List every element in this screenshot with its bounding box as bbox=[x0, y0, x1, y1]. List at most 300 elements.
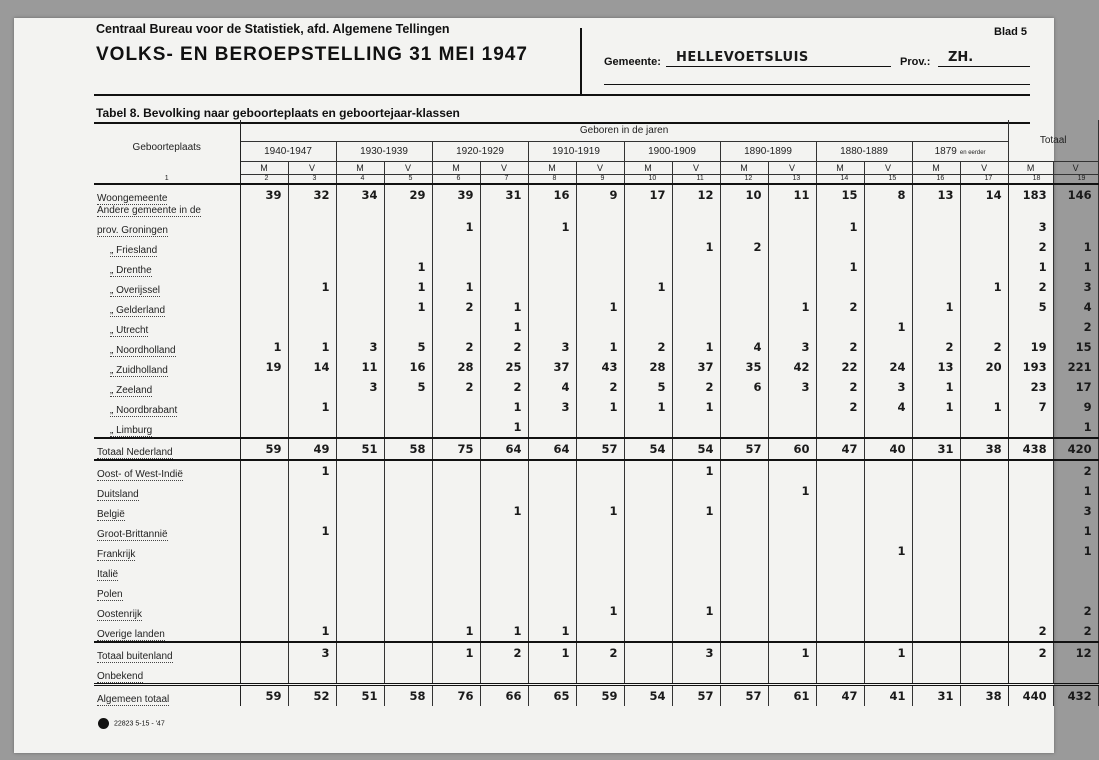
male-header: M bbox=[528, 161, 576, 174]
table-cell: 1 bbox=[288, 460, 336, 481]
period-row bbox=[94, 141, 1098, 161]
table-cell bbox=[864, 581, 912, 601]
table-cell bbox=[288, 501, 336, 521]
female-header: V bbox=[864, 161, 912, 174]
province-underline bbox=[938, 66, 1030, 67]
table-cell bbox=[528, 417, 576, 438]
table-cell: 15 bbox=[1053, 337, 1098, 357]
table-cell: 3 bbox=[336, 377, 384, 397]
table-cell bbox=[672, 417, 720, 438]
table-cell bbox=[912, 237, 960, 257]
table-cell: 1 bbox=[1053, 541, 1098, 561]
table-cell bbox=[576, 561, 624, 581]
table-cell bbox=[816, 205, 864, 217]
row-label: Algemeen totaal bbox=[97, 694, 170, 705]
table-cell bbox=[576, 541, 624, 561]
table-cell: 1 bbox=[480, 317, 528, 337]
table-cell bbox=[768, 621, 816, 642]
female-header: V bbox=[960, 161, 1008, 174]
table-cell: 1 bbox=[1053, 417, 1098, 438]
table-cell: 1 bbox=[1053, 521, 1098, 541]
table-cell bbox=[1008, 581, 1053, 601]
table-cell: 41 bbox=[864, 685, 912, 707]
table-cell: 2 bbox=[624, 337, 672, 357]
table-cell bbox=[768, 581, 816, 601]
row-label: „ Overijssel bbox=[110, 285, 161, 296]
table-cell: 1 bbox=[816, 257, 864, 277]
table-cell bbox=[912, 460, 960, 481]
table-cell: 42 bbox=[768, 357, 816, 377]
table-cell bbox=[624, 297, 672, 317]
table-cell: 2 bbox=[1053, 601, 1098, 621]
female-header: V bbox=[384, 161, 432, 174]
row-label-cell bbox=[94, 541, 240, 561]
female-header: V bbox=[1053, 161, 1098, 174]
table-cell: 1 bbox=[240, 337, 288, 357]
table-cell: 1 bbox=[960, 277, 1008, 297]
table-cell bbox=[816, 460, 864, 481]
table-cell bbox=[288, 417, 336, 438]
header-row-group bbox=[94, 120, 1098, 141]
table-cell: 10 bbox=[720, 184, 768, 205]
table-cell bbox=[432, 541, 480, 561]
row-label-cell bbox=[94, 501, 240, 521]
table-cell bbox=[960, 663, 1008, 685]
table-cell bbox=[336, 397, 384, 417]
table-cell bbox=[720, 601, 768, 621]
table-cell: 4 bbox=[720, 337, 768, 357]
table-cell bbox=[240, 642, 288, 663]
row-label-cell bbox=[94, 317, 240, 337]
table-cell bbox=[720, 417, 768, 438]
table-cell bbox=[528, 541, 576, 561]
form-title: VOLKS- EN BEROEPSTELLING 31 MEI 1947 bbox=[96, 44, 528, 65]
table-cell bbox=[768, 501, 816, 521]
table-cell: 3 bbox=[1008, 217, 1053, 237]
table-cell bbox=[672, 205, 720, 217]
table-cell: 1 bbox=[384, 297, 432, 317]
row-label: „ Zeeland bbox=[110, 385, 153, 396]
table-cell bbox=[336, 521, 384, 541]
table-cell bbox=[384, 621, 432, 642]
table-cell bbox=[960, 377, 1008, 397]
table-cell bbox=[432, 460, 480, 481]
period-label: 1930-1939 bbox=[360, 145, 408, 157]
table-cell bbox=[960, 205, 1008, 217]
table-cell: 60 bbox=[768, 438, 816, 460]
table-cell bbox=[480, 460, 528, 481]
table-cell bbox=[576, 217, 624, 237]
male-header: M bbox=[336, 161, 384, 174]
table-cell bbox=[336, 460, 384, 481]
female-header: V bbox=[768, 161, 816, 174]
table-cell bbox=[960, 501, 1008, 521]
row-label: „ Zuidholland bbox=[110, 365, 168, 376]
table-row bbox=[94, 184, 1098, 205]
table-cell: 1 bbox=[960, 397, 1008, 417]
row-label: „ Noordholland bbox=[110, 345, 176, 356]
table-cell bbox=[816, 601, 864, 621]
table-cell: 1 bbox=[768, 297, 816, 317]
table-cell bbox=[624, 561, 672, 581]
table-row bbox=[94, 277, 1098, 297]
row-label-cell bbox=[94, 561, 240, 581]
table-cell bbox=[720, 397, 768, 417]
table-cell bbox=[528, 663, 576, 685]
table-cell: 54 bbox=[624, 685, 672, 707]
table-cell bbox=[816, 561, 864, 581]
row-label: Oostenrijk bbox=[97, 609, 143, 620]
table-cell: 16 bbox=[384, 357, 432, 377]
table-cell bbox=[384, 663, 432, 685]
table-cell: 2 bbox=[816, 397, 864, 417]
row-label-cell bbox=[94, 277, 240, 297]
table-cell bbox=[624, 663, 672, 685]
table-cell bbox=[624, 642, 672, 663]
table-cell: 9 bbox=[1053, 397, 1098, 417]
table-cell: 2 bbox=[432, 297, 480, 317]
table-cell: 32 bbox=[288, 184, 336, 205]
table-cell bbox=[624, 521, 672, 541]
table-cell: 47 bbox=[816, 685, 864, 707]
table-cell bbox=[864, 521, 912, 541]
table-cell: 8 bbox=[864, 184, 912, 205]
table-cell: 17 bbox=[1053, 377, 1098, 397]
table-cell: 43 bbox=[576, 357, 624, 377]
table-cell: 1 bbox=[432, 621, 480, 642]
table-cell bbox=[480, 217, 528, 237]
table-cell bbox=[240, 377, 288, 397]
table-cell bbox=[480, 541, 528, 561]
table-cell: 146 bbox=[1053, 184, 1098, 205]
male-header: M bbox=[1008, 161, 1053, 174]
table-cell bbox=[624, 317, 672, 337]
table-cell: 2 bbox=[432, 377, 480, 397]
table-cell bbox=[960, 521, 1008, 541]
table-cell bbox=[816, 621, 864, 642]
population-table bbox=[94, 120, 1099, 706]
table-cell bbox=[768, 277, 816, 297]
table-cell bbox=[816, 581, 864, 601]
table-cell: 66 bbox=[480, 685, 528, 707]
gemeente-label: Gemeente: bbox=[604, 56, 661, 68]
row-label-cell bbox=[94, 237, 240, 257]
table-cell: 2 bbox=[1008, 621, 1053, 642]
table-cell bbox=[1008, 663, 1053, 685]
table-cell bbox=[768, 663, 816, 685]
table-cell bbox=[672, 481, 720, 501]
table-cell: 5 bbox=[384, 377, 432, 397]
table-cell: 7 bbox=[1008, 397, 1053, 417]
table-cell: 1 bbox=[864, 642, 912, 663]
period-label: 1900-1909 bbox=[648, 145, 696, 157]
table-cell: 1 bbox=[288, 277, 336, 297]
table-cell bbox=[960, 297, 1008, 317]
table-cell: 9 bbox=[576, 184, 624, 205]
table-cell bbox=[624, 257, 672, 277]
table-cell: 1 bbox=[480, 397, 528, 417]
table-cell bbox=[960, 642, 1008, 663]
table-cell: 1 bbox=[480, 297, 528, 317]
table-cell bbox=[384, 481, 432, 501]
table-cell: 19 bbox=[1008, 337, 1053, 357]
table-cell bbox=[912, 621, 960, 642]
table-cell: 24 bbox=[864, 357, 912, 377]
table-cell bbox=[384, 642, 432, 663]
table-cell bbox=[720, 541, 768, 561]
table-cell bbox=[384, 460, 432, 481]
table-cell: 38 bbox=[960, 438, 1008, 460]
table-cell: 1 bbox=[672, 237, 720, 257]
table-cell bbox=[480, 257, 528, 277]
table-cell bbox=[624, 205, 672, 217]
table-cell bbox=[720, 561, 768, 581]
table-cell: 34 bbox=[336, 184, 384, 205]
table-cell bbox=[912, 521, 960, 541]
table-cell bbox=[624, 417, 672, 438]
table-cell: 2 bbox=[1053, 317, 1098, 337]
table-cell: 51 bbox=[336, 685, 384, 707]
table-cell bbox=[816, 642, 864, 663]
table-cell bbox=[288, 581, 336, 601]
table-row bbox=[94, 685, 1098, 707]
table-cell bbox=[624, 481, 672, 501]
table-cell: 52 bbox=[288, 685, 336, 707]
table-cell bbox=[816, 237, 864, 257]
table-cell: 4 bbox=[528, 377, 576, 397]
table-cell bbox=[288, 317, 336, 337]
table-row bbox=[94, 438, 1098, 460]
table-cell bbox=[240, 237, 288, 257]
table-cell bbox=[576, 257, 624, 277]
table-cell: 1 bbox=[576, 397, 624, 417]
table-row bbox=[94, 317, 1098, 337]
table-cell bbox=[240, 581, 288, 601]
table-cell bbox=[432, 601, 480, 621]
table-cell bbox=[240, 663, 288, 685]
table-row bbox=[94, 205, 1098, 217]
table-cell bbox=[240, 521, 288, 541]
table-cell bbox=[960, 460, 1008, 481]
table-cell bbox=[816, 541, 864, 561]
table-cell bbox=[1053, 581, 1098, 601]
row-label: Totaal buitenland bbox=[97, 651, 173, 662]
table-cell bbox=[624, 501, 672, 521]
table-cell bbox=[1008, 541, 1053, 561]
province-label: Prov.: bbox=[900, 56, 931, 68]
row-label-cell bbox=[94, 377, 240, 397]
table-cell: 1 bbox=[768, 481, 816, 501]
table-row bbox=[94, 257, 1098, 277]
table-cell bbox=[864, 257, 912, 277]
column-number: 5 bbox=[384, 174, 432, 184]
table-cell: 1 bbox=[480, 621, 528, 642]
table-cell bbox=[384, 205, 432, 217]
row-label-cell bbox=[94, 417, 240, 438]
table-cell bbox=[288, 561, 336, 581]
table-cell bbox=[288, 205, 336, 217]
header-rule bbox=[94, 94, 1030, 96]
row-label: Groot-Brittannië bbox=[97, 529, 168, 540]
table-cell bbox=[720, 460, 768, 481]
table-cell bbox=[624, 541, 672, 561]
row-label-cell bbox=[94, 205, 240, 217]
column-number: 9 bbox=[576, 174, 624, 184]
table-cell: 2 bbox=[816, 337, 864, 357]
row-label: „ Utrecht bbox=[110, 325, 149, 336]
table-cell bbox=[480, 561, 528, 581]
table-cell: 2 bbox=[1053, 621, 1098, 642]
table-cell bbox=[768, 561, 816, 581]
table-cell bbox=[240, 481, 288, 501]
table-cell bbox=[384, 601, 432, 621]
row-label-cell bbox=[94, 460, 240, 481]
table-cell bbox=[912, 663, 960, 685]
table-cell bbox=[912, 217, 960, 237]
table-cell: 40 bbox=[864, 438, 912, 460]
table-cell: 1 bbox=[1053, 257, 1098, 277]
row-label: Frankrijk bbox=[97, 549, 136, 560]
table-cell bbox=[624, 601, 672, 621]
table-cell: 38 bbox=[960, 685, 1008, 707]
table-cell bbox=[672, 621, 720, 642]
table-cell bbox=[960, 481, 1008, 501]
table-cell bbox=[576, 277, 624, 297]
table-cell: 25 bbox=[480, 357, 528, 377]
table-cell bbox=[384, 581, 432, 601]
row-label: „ Noordbrabant bbox=[110, 405, 178, 416]
table-cell: 1 bbox=[672, 501, 720, 521]
table-cell bbox=[864, 337, 912, 357]
table-cell bbox=[528, 521, 576, 541]
table-cell: 221 bbox=[1053, 357, 1098, 377]
row-label-cell bbox=[94, 642, 240, 663]
table-cell: 1 bbox=[1008, 257, 1053, 277]
table-cell bbox=[720, 297, 768, 317]
table-cell: 1 bbox=[288, 337, 336, 357]
table-cell: 58 bbox=[384, 685, 432, 707]
table-cell bbox=[288, 601, 336, 621]
row-label-cell bbox=[94, 621, 240, 642]
table-cell bbox=[912, 417, 960, 438]
table-cell bbox=[576, 317, 624, 337]
table-cell: 23 bbox=[1008, 377, 1053, 397]
table-cell: 1 bbox=[672, 337, 720, 357]
table-cell bbox=[288, 481, 336, 501]
period-label: 1879 bbox=[934, 145, 957, 157]
table-cell bbox=[288, 377, 336, 397]
table-row bbox=[94, 581, 1098, 601]
table-cell bbox=[720, 642, 768, 663]
table-cell bbox=[336, 417, 384, 438]
table-cell: 2 bbox=[480, 377, 528, 397]
table-cell: 2 bbox=[816, 377, 864, 397]
extra-line bbox=[604, 84, 1030, 85]
print-code-text: 22823 5-15 - '47 bbox=[113, 720, 165, 728]
table-cell bbox=[528, 601, 576, 621]
table-cell: 1 bbox=[432, 642, 480, 663]
table-cell bbox=[960, 317, 1008, 337]
table-cell bbox=[912, 581, 960, 601]
row-label: Italië bbox=[97, 569, 119, 580]
table-row bbox=[94, 297, 1098, 317]
male-header: M bbox=[624, 161, 672, 174]
table-cell bbox=[528, 581, 576, 601]
table-cell bbox=[288, 541, 336, 561]
table-cell: 14 bbox=[288, 357, 336, 377]
table-cell bbox=[432, 521, 480, 541]
table-cell: 2 bbox=[1053, 460, 1098, 481]
table-cell bbox=[240, 561, 288, 581]
table-cell bbox=[240, 417, 288, 438]
geboren-header: Geboren in de jaren bbox=[240, 120, 1008, 141]
table-cell: 20 bbox=[960, 357, 1008, 377]
table-cell bbox=[384, 317, 432, 337]
geboorteplaats-label: Geboorteplaats bbox=[132, 141, 201, 153]
table-cell bbox=[1008, 601, 1053, 621]
table-cell: 440 bbox=[1008, 685, 1053, 707]
table-cell: 2 bbox=[480, 337, 528, 357]
table-cell: 1 bbox=[816, 217, 864, 237]
column-number: 14 bbox=[816, 174, 864, 184]
table-row bbox=[94, 601, 1098, 621]
table-cell bbox=[480, 277, 528, 297]
table-row bbox=[94, 377, 1098, 397]
table-cell bbox=[864, 297, 912, 317]
table-cell bbox=[432, 417, 480, 438]
table-cell bbox=[240, 541, 288, 561]
table-cell: 1 bbox=[528, 621, 576, 642]
table-cell: 3 bbox=[672, 642, 720, 663]
period-label: 1890-1899 bbox=[744, 145, 792, 157]
table-cell bbox=[720, 521, 768, 541]
table-cell: 58 bbox=[384, 438, 432, 460]
table-cell: 1 bbox=[384, 257, 432, 277]
row-label: België bbox=[97, 509, 125, 520]
table-cell bbox=[864, 481, 912, 501]
table-cell bbox=[720, 663, 768, 685]
table-cell bbox=[1008, 501, 1053, 521]
table-cell bbox=[864, 621, 912, 642]
table-cell: 64 bbox=[480, 438, 528, 460]
table-row bbox=[94, 237, 1098, 257]
row-label: Onbekend bbox=[97, 671, 144, 682]
column-number: 17 bbox=[960, 174, 1008, 184]
totaal-header: Totaal bbox=[1008, 120, 1098, 161]
table-cell: 420 bbox=[1053, 438, 1098, 460]
table-cell bbox=[1053, 205, 1098, 217]
table-cell: 5 bbox=[384, 337, 432, 357]
table-cell bbox=[864, 460, 912, 481]
table-row bbox=[94, 481, 1098, 501]
table-cell bbox=[240, 217, 288, 237]
table-cell bbox=[912, 481, 960, 501]
period-header bbox=[816, 141, 912, 161]
male-header: M bbox=[912, 161, 960, 174]
table-cell bbox=[528, 481, 576, 501]
column-number: 8 bbox=[528, 174, 576, 184]
row-label: „ Drenthe bbox=[110, 265, 152, 276]
table-cell bbox=[528, 501, 576, 521]
province-value: ZH. bbox=[948, 50, 974, 65]
table-cell bbox=[720, 257, 768, 277]
table-cell bbox=[240, 397, 288, 417]
row-label-cell bbox=[94, 685, 240, 707]
table-cell bbox=[528, 277, 576, 297]
table-row bbox=[94, 642, 1098, 663]
table-cell bbox=[960, 417, 1008, 438]
row-label: Woongemeente bbox=[97, 193, 168, 204]
